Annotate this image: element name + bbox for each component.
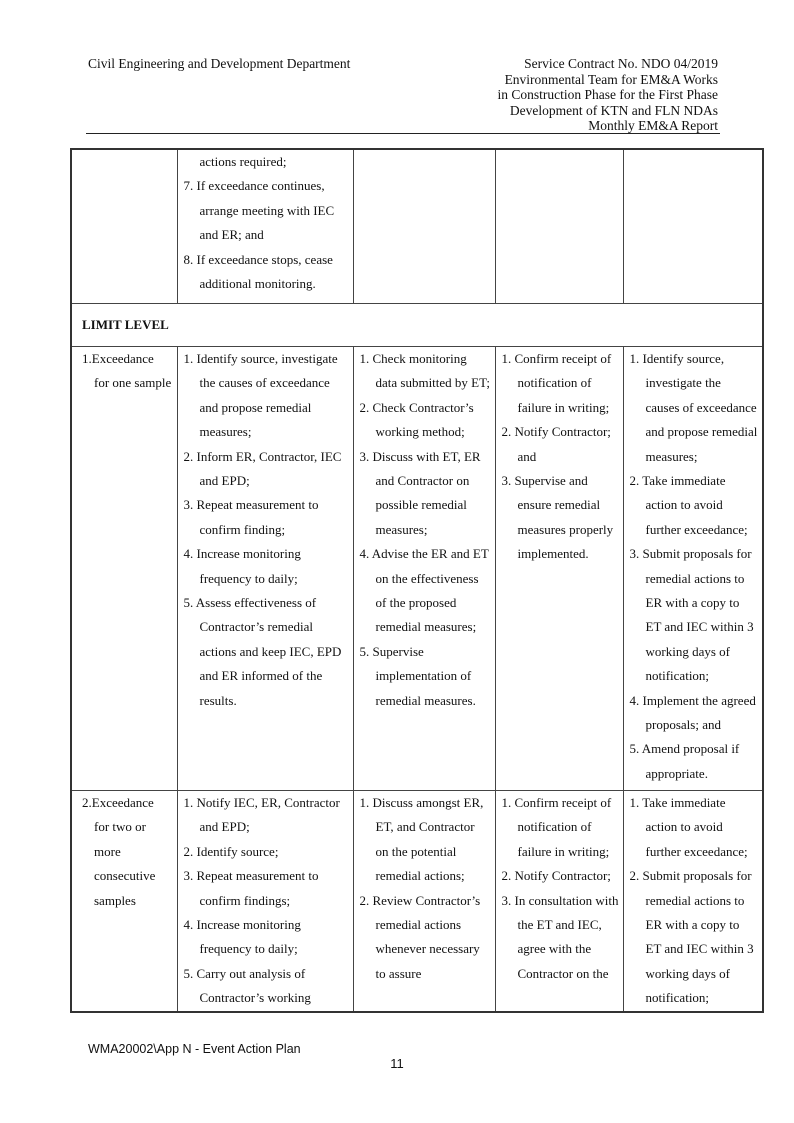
- er-action-cell: [495, 346, 623, 790]
- action-list: [184, 791, 349, 1011]
- action-item: 8. If exceedance stops, cease additional monitoring.: [183, 251, 333, 292]
- action-list: [360, 347, 491, 713]
- action-item: 1. Identify source, investigate the causes of exceedance and propose remedial measures;: [183, 350, 338, 440]
- contract-line: Monthly EM&A Report: [588, 118, 718, 133]
- contractor-action-cell: [623, 790, 763, 1011]
- action-item: 4. Implement the agreed proposals; and: [629, 692, 756, 732]
- table-row: [71, 346, 763, 790]
- action-item: 2. Notify Contractor; and: [501, 424, 611, 464]
- er-action-cell: [495, 790, 623, 1011]
- event-number: 1.Exceedance: [82, 350, 154, 366]
- action-item: 2. Notify Contractor;: [501, 868, 611, 884]
- action-item: 1. Take immediate action to avoid further exceedance;: [629, 794, 748, 859]
- iec-action-cell: [353, 790, 495, 1011]
- iec-action-cell: [353, 149, 495, 303]
- contractor-action-cell: [623, 149, 763, 303]
- contract-line: Service Contract No. NDO 04/2019: [524, 56, 718, 71]
- action-list: [184, 150, 349, 296]
- action-item: 2. Review Contractor’s remedial actions whenever necessary to assure: [359, 892, 481, 981]
- contractor-action-cell: [623, 346, 763, 790]
- action-item: 2. Check Contractor’s working method;: [359, 399, 474, 440]
- action-list: [502, 347, 619, 567]
- action-item: 1. Check monitoring data submitted by ET;: [359, 350, 490, 391]
- action-list: [630, 791, 759, 1011]
- event-number: 2.Exceedance: [82, 794, 154, 810]
- action-item: 3. Repeat measurement to confirm finding;: [183, 497, 319, 537]
- action-list: [184, 347, 349, 713]
- action-item: 1. Notify IEC, ER, Contractor and EPD;: [183, 794, 340, 835]
- header-divider: [86, 133, 720, 134]
- action-list: [502, 791, 619, 986]
- event-description: for two or more consecutive samples: [94, 819, 156, 908]
- action-item: 3. Submit proposals for remedial actions to ER with a copy to ET and IEC within 3 working days of notification;: [629, 546, 754, 684]
- document-reference: WMA20002\App N - Event Action Plan: [88, 1042, 301, 1056]
- action-item: 2. Take immediate action to avoid further exceedance;: [629, 472, 748, 537]
- event-action-plan-table: [70, 148, 764, 1013]
- action-item: 5. Amend proposal if appropriate.: [629, 741, 740, 781]
- action-item: 3. Discuss with ET, ER and Contractor on possible remedial measures;: [359, 448, 481, 537]
- event-cell: [71, 149, 177, 303]
- contract-line: in Construction Phase for the First Phase: [497, 87, 718, 102]
- action-item: 7. If exceedance continues, arrange meeting with IEC and ER; and: [183, 178, 335, 243]
- contract-line: Environmental Team for EM&A Works: [504, 71, 718, 87]
- contract-line: Development of KTN and FLN NDAs: [509, 102, 718, 118]
- action-item: 5. Carry out analysis of Contractor’s working: [183, 965, 311, 1006]
- action-item: 3. Supervise and ensure remedial measures properly implemented.: [501, 472, 614, 562]
- action-item: actions required;: [199, 154, 287, 169]
- action-item: 4. Increase monitoring frequency to daily;: [183, 546, 301, 586]
- action-item: 4. Increase monitoring frequency to daily;: [183, 916, 301, 957]
- action-item: 4. Advise the ER and ET on the effectiveness of the proposed remedial measures;: [359, 546, 489, 635]
- action-item: 3. Repeat measurement to confirm findings;: [183, 868, 319, 908]
- continuation-row: [71, 149, 763, 303]
- action-item: 3. In consultation with the ET and IEC, agree with the Contractor on the: [501, 892, 619, 981]
- et-action-cell: [177, 346, 353, 790]
- iec-action-cell: [353, 346, 495, 790]
- action-item: 1. Identify source, investigate the causes of exceedance and propose remedial measures;: [629, 350, 758, 464]
- action-item: 2. Identify source;: [183, 843, 279, 859]
- et-action-cell: [177, 149, 353, 303]
- action-item: 1. Confirm receipt of notification of failure in writing;: [501, 350, 612, 415]
- section-title: LIMIT LEVEL: [71, 303, 763, 346]
- section-title-row: [71, 303, 763, 346]
- action-item: 2. Inform ER, Contractor, IEC and EPD;: [183, 448, 342, 488]
- action-item: 1. Confirm receipt of notification of failure in writing;: [501, 794, 612, 859]
- action-item: 5. Supervise implementation of remedial measures.: [359, 643, 476, 708]
- page-number: 11: [390, 1056, 404, 1071]
- action-item: 1. Discuss amongst ER, ET, and Contractor on the potential remedial actions;: [359, 794, 484, 884]
- department-name: Civil Engineering and Development Department: [88, 56, 351, 71]
- et-action-cell: [177, 790, 353, 1011]
- contract-info: [388, 56, 718, 134]
- action-list: [630, 347, 759, 786]
- action-item: 2. Submit proposals for remedial actions to ER with a copy to ET and IEC within 3 working days of notification;: [629, 868, 754, 1006]
- action-list: [360, 791, 491, 986]
- event-description: for one sample: [94, 375, 172, 391]
- table-row: [71, 790, 763, 1011]
- action-item: 5. Assess effectiveness of Contractor’s remedial actions and keep IEC, EPD and ER informed of the results.: [183, 594, 342, 708]
- event-cell: [71, 346, 177, 790]
- er-action-cell: [495, 149, 623, 303]
- event-cell: [71, 790, 177, 1011]
